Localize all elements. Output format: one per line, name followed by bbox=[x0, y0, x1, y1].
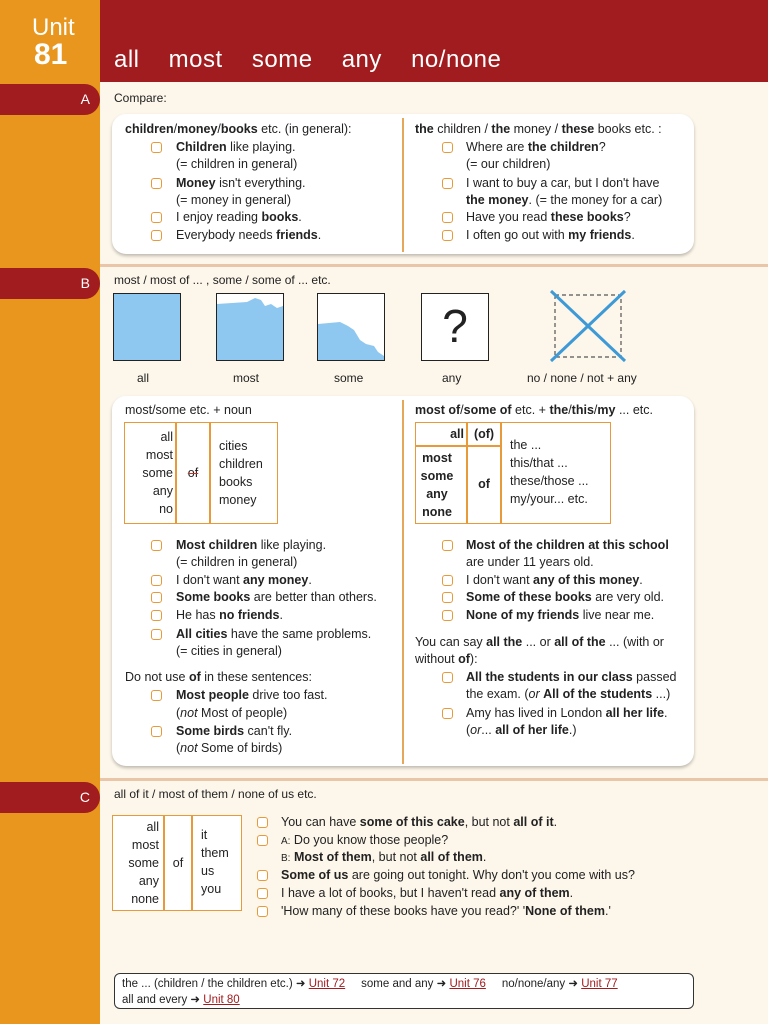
table-cell: you bbox=[201, 882, 222, 896]
example: All the students in our class passed bbox=[466, 670, 677, 684]
bullet-icon bbox=[442, 708, 453, 719]
section-tab-a: A bbox=[0, 84, 100, 115]
table-cell: it bbox=[201, 828, 208, 842]
table-cell: us bbox=[201, 864, 215, 878]
section-c-heading: all of it / most of them / none of us etc. bbox=[114, 787, 317, 801]
bullet-icon bbox=[151, 178, 162, 189]
table-cell: some bbox=[128, 856, 159, 870]
mostly-full-square-icon bbox=[216, 293, 284, 361]
picture-label: most bbox=[233, 371, 260, 385]
section-divider bbox=[100, 264, 768, 267]
section-b-heading: most / most of ... , some / some of ... etc. bbox=[114, 273, 331, 287]
example: Everybody needs friends. bbox=[176, 228, 322, 242]
example-note: (= cities in general) bbox=[176, 644, 282, 658]
table-cell: all bbox=[146, 820, 159, 834]
bullet-icon bbox=[257, 870, 268, 881]
table-cell: these/those ... bbox=[510, 474, 589, 488]
bullet-icon bbox=[442, 575, 453, 586]
table-cell: the ... bbox=[510, 438, 542, 452]
table-cell: all bbox=[450, 427, 464, 441]
example: 'How many of these books have you read?' 'None of them.' bbox=[281, 904, 611, 918]
table-cell: none bbox=[131, 892, 159, 906]
table-cell: cities bbox=[219, 439, 248, 453]
page-title: all most some any no/none bbox=[114, 46, 502, 73]
section-a-left-heading: children/money/books etc. (in general): bbox=[125, 122, 352, 136]
bullet-icon bbox=[442, 212, 453, 223]
crossed-empty-square-icon bbox=[549, 289, 627, 363]
table-cell: some bbox=[420, 469, 454, 483]
unit-link[interactable]: Unit 76 bbox=[449, 978, 486, 990]
example-note: (not Most of people) bbox=[176, 706, 288, 720]
example: Have you read these books? bbox=[466, 210, 631, 224]
bullet-icon bbox=[442, 610, 453, 621]
struck-of: of bbox=[187, 466, 199, 480]
section-a-intro: Compare: bbox=[114, 91, 167, 105]
divider bbox=[402, 400, 404, 764]
bullet-icon bbox=[151, 540, 162, 551]
example-note: (not Some of birds) bbox=[176, 741, 283, 755]
example: Children like playing. bbox=[176, 140, 296, 154]
table-cell: most bbox=[145, 448, 173, 462]
bullet-icon bbox=[151, 212, 162, 223]
table-cell: most bbox=[131, 838, 159, 852]
question-mark-icon: ? bbox=[421, 293, 489, 361]
table-cell: (of) bbox=[473, 427, 495, 441]
table-cell: this/that ... bbox=[510, 456, 568, 470]
table-cell: of bbox=[172, 856, 184, 870]
section-b-left-heading: most/some etc. + noun bbox=[125, 403, 252, 417]
table-cell: any bbox=[426, 487, 448, 501]
example: Some of these books are very old. bbox=[466, 590, 664, 604]
bullet-icon bbox=[151, 230, 162, 241]
table-cell: some bbox=[142, 466, 173, 480]
unit-link[interactable]: Unit 80 bbox=[203, 994, 240, 1006]
section-b-right-note-cont: without of): bbox=[415, 652, 478, 666]
example: I enjoy reading books. bbox=[176, 210, 302, 224]
footer-line-1: the ... (children / the children etc.) ➜ Unit 72 some and any ➜ Unit 76 no/none/any ➜ Unit 77 bbox=[122, 978, 618, 990]
bullet-icon bbox=[151, 690, 162, 701]
bullet-icon bbox=[151, 575, 162, 586]
example-note: (= our children) bbox=[466, 157, 551, 171]
example-cont: the exam. (or All of the students ...) bbox=[466, 687, 671, 701]
bullet-icon bbox=[257, 835, 268, 846]
example: He has no friends. bbox=[176, 608, 283, 622]
bullet-icon bbox=[257, 888, 268, 899]
example: Some books are better than others. bbox=[176, 590, 377, 604]
bullet-icon bbox=[442, 142, 453, 153]
example: All cities have the same problems. bbox=[176, 627, 372, 641]
bullet-icon bbox=[442, 672, 453, 683]
example: None of my friends live near me. bbox=[466, 608, 655, 622]
grammar-table bbox=[124, 422, 278, 524]
example: You can have some of this cake, but not all of it. bbox=[281, 815, 558, 829]
example: Some birds can't fly. bbox=[176, 724, 293, 738]
bullet-icon bbox=[442, 540, 453, 551]
unit-link[interactable]: Unit 77 bbox=[581, 978, 618, 990]
bullet-icon bbox=[257, 906, 268, 917]
table-cell: my/your... etc. bbox=[510, 492, 588, 506]
picture-label: any bbox=[442, 371, 462, 385]
bullet-icon bbox=[442, 592, 453, 603]
example: Most children like playing. bbox=[176, 538, 327, 552]
example-cont: (or... all of her life.) bbox=[466, 723, 577, 737]
bullet-icon bbox=[442, 230, 453, 241]
table-cell: any bbox=[152, 484, 173, 498]
bullet-icon bbox=[151, 629, 162, 640]
table-cell: them bbox=[201, 846, 229, 860]
table-cell: children bbox=[219, 457, 263, 471]
divider bbox=[402, 118, 404, 252]
example: Money isn't everything. bbox=[176, 176, 306, 190]
example: I have a lot of books, but I haven't read any of them. bbox=[281, 886, 574, 900]
example: A: Do you know those people? bbox=[281, 833, 449, 847]
example: Most people drive too fast. bbox=[176, 688, 328, 702]
partly-full-square-icon bbox=[317, 293, 385, 361]
example-note: (= children in general) bbox=[176, 157, 298, 171]
unit-number: 81 bbox=[34, 38, 68, 71]
picture-label: all bbox=[137, 371, 150, 385]
table-cell: money bbox=[219, 493, 257, 507]
table-cell: none bbox=[422, 505, 452, 519]
example: Where are the children? bbox=[466, 140, 606, 154]
bullet-icon bbox=[151, 592, 162, 603]
unit-link[interactable]: Unit 72 bbox=[308, 978, 346, 990]
bullet-icon bbox=[257, 817, 268, 828]
example: Amy has lived in London all her life. bbox=[466, 706, 668, 720]
bullet-icon bbox=[151, 610, 162, 621]
example: Some of us are going out tonight. Why don't you come with us? bbox=[281, 868, 635, 882]
picture-label: no / none / not + any bbox=[527, 371, 637, 385]
section-divider bbox=[100, 778, 768, 781]
footer-line-2: all and every ➜ Unit 80 bbox=[122, 994, 240, 1006]
full-square-icon bbox=[113, 293, 181, 361]
example: I don't want any of this money. bbox=[466, 573, 643, 587]
section-b-right-heading: most of/some of etc. + the/this/my ... etc. bbox=[415, 403, 653, 417]
bullet-icon bbox=[442, 178, 453, 189]
section-tab-b: B bbox=[0, 268, 100, 299]
table-cell: books bbox=[219, 475, 253, 489]
table-cell: no bbox=[159, 502, 173, 516]
example: I want to buy a car, but I don't have bbox=[466, 176, 660, 190]
table-cell: any bbox=[138, 874, 159, 888]
section-b-right-note: You can say all the ... or all of the ... (with or bbox=[415, 635, 664, 649]
unit-label: Unit bbox=[32, 14, 75, 41]
table-cell: all bbox=[160, 430, 173, 444]
section-b-left-note: Do not use of in these sentences: bbox=[125, 670, 312, 684]
table-cell: of bbox=[478, 477, 490, 491]
example: Most of the children at this school bbox=[466, 538, 669, 552]
example: I often go out with my friends. bbox=[466, 228, 635, 242]
grammar-table bbox=[415, 422, 611, 524]
section-a-right-heading: the children / the money / these books etc. : bbox=[415, 122, 662, 136]
left-sidebar bbox=[0, 0, 100, 1024]
example-cont: are under 11 years old. bbox=[466, 555, 594, 569]
example: I don't want any money. bbox=[176, 573, 312, 587]
example-note: (= children in general) bbox=[176, 555, 298, 569]
picture-label: some bbox=[334, 371, 364, 385]
bullet-icon bbox=[151, 726, 162, 737]
bullet-icon bbox=[151, 142, 162, 153]
example-cont: B: Most of them, but not all of them. bbox=[281, 850, 487, 864]
grammar-table bbox=[112, 815, 242, 911]
table-cell: most bbox=[422, 451, 452, 465]
example-cont: the money. (= the money for a car) bbox=[466, 193, 663, 207]
section-tab-c: C bbox=[0, 782, 100, 813]
example-note: (= money in general) bbox=[176, 193, 291, 207]
